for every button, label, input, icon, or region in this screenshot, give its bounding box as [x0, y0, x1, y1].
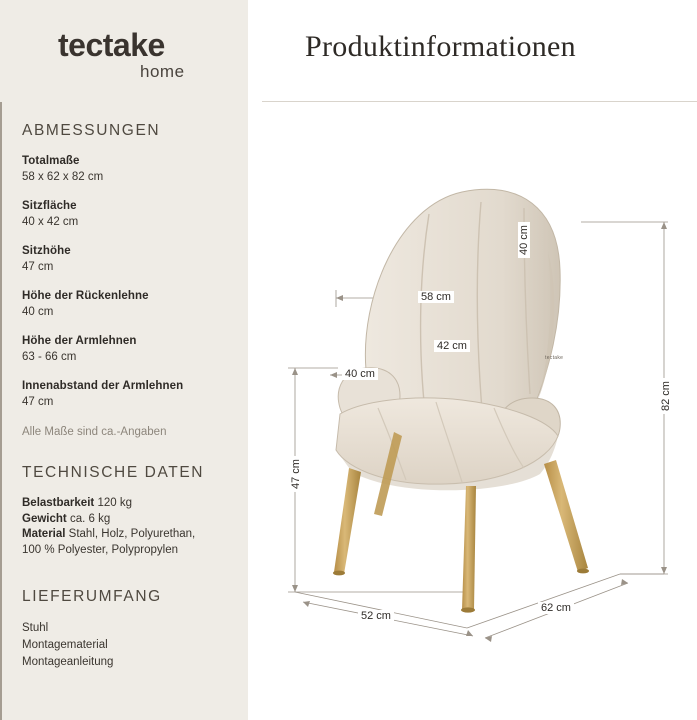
tech-row [22, 512, 242, 528]
chair-brand-tag: tectake [545, 355, 564, 361]
tech-value: Stahl, Holz, Polyurethan, [68, 528, 196, 540]
tech-value: 120 kg [97, 497, 132, 509]
tech-value: ca. 6 kg [69, 512, 111, 525]
dim-label-base-front: 52 cm [358, 610, 394, 622]
chair-illustration [333, 189, 589, 612]
spec-value: 47 cm [22, 261, 54, 273]
delivery-heading: LIEFERUMFANG [22, 588, 162, 605]
dimensions-note: Alle Maße sind ca.-Angaben [22, 426, 167, 438]
chair-leg-front-right [462, 486, 476, 610]
spec-row [22, 379, 242, 410]
tech-label: Material [22, 528, 66, 540]
spec-label: Innenabstand der Armlehnen [22, 380, 184, 392]
spec-row [22, 289, 242, 320]
tech-row [22, 543, 242, 559]
dim-label-seat-height: 47 cm [290, 456, 302, 492]
spec-value: 47 cm [22, 396, 54, 408]
page-title: Produktinformationen [305, 30, 576, 63]
spec-row [22, 334, 242, 365]
product-drawing [248, 102, 697, 720]
spec-label: Sitzfläche [22, 200, 77, 212]
spec-value: 40 x 42 cm [22, 216, 79, 228]
sidebar-divider [0, 102, 2, 720]
dim-label-seat-depth: 42 cm [434, 340, 470, 352]
dim-label-backrest-height: 40 cm [518, 222, 530, 258]
delivery-item: Montageanleitung [22, 656, 114, 668]
chair-diagram-svg [248, 102, 697, 720]
chair-leg-front-left [334, 468, 361, 574]
tech-label: Gewicht [22, 512, 67, 525]
specs-sidebar [0, 102, 248, 720]
spec-value: 58 x 62 x 82 cm [22, 171, 104, 183]
spec-label: Sitzhöhe [22, 245, 71, 257]
brand-subtitle: home [140, 62, 185, 81]
spec-value: 63 - 66 cm [22, 351, 77, 363]
spec-row [22, 154, 242, 185]
dim-label-width-top: 58 cm [418, 291, 454, 303]
spec-value: 40 cm [22, 306, 54, 318]
dim-label-base-side: 62 cm [538, 602, 574, 614]
dim-label-total-height: 82 cm [660, 378, 672, 414]
dim-label-seat-width: 40 cm [342, 368, 378, 380]
tech-row [22, 527, 242, 543]
chair-leg-back-right [544, 460, 588, 572]
spec-row [22, 199, 242, 230]
brand-name: tectake [58, 27, 165, 63]
tech-row [22, 496, 242, 512]
page-header [0, 0, 697, 102]
tech-label: Belastbarkeit [22, 497, 95, 509]
spec-label: Totalmaße [22, 155, 80, 167]
spec-row [22, 244, 242, 275]
delivery-item: Montagematerial [22, 639, 108, 651]
delivery-item: Stuhl [22, 622, 49, 634]
spec-label: Höhe der Armlehnen [22, 335, 137, 347]
dimensions-heading: ABMESSUNGEN [22, 122, 161, 139]
technical-heading: TECHNISCHE DATEN [22, 464, 205, 481]
brand-block [0, 0, 248, 102]
tech-value: 100 % Polyester, Polypropylen [22, 543, 178, 556]
spec-label: Höhe der Rückenlehne [22, 290, 149, 302]
